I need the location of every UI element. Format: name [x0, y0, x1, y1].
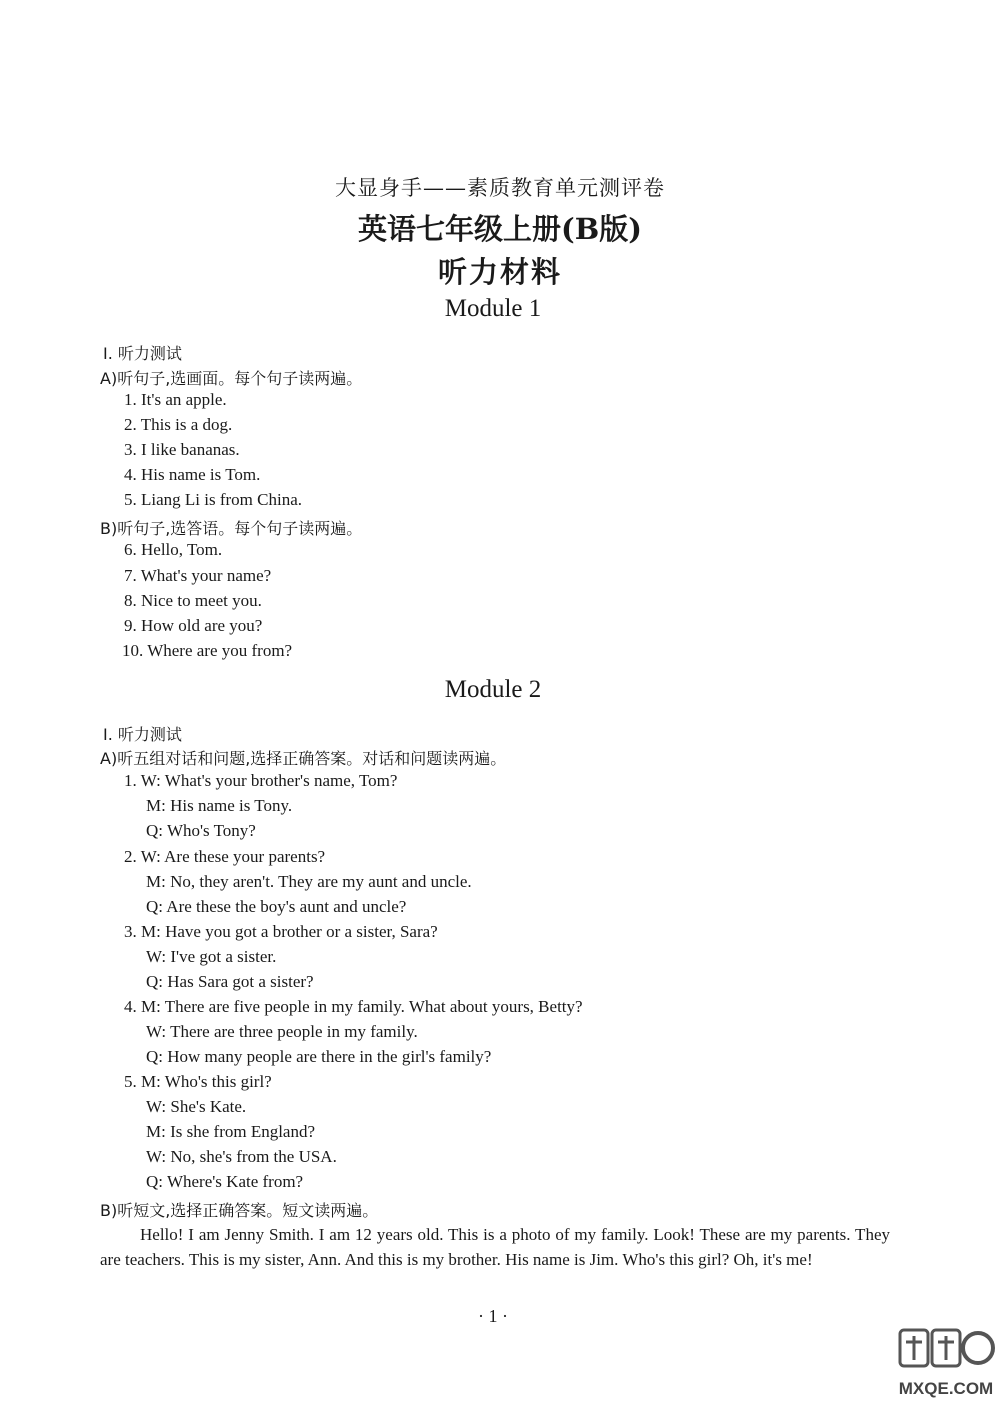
list-item: 9. How old are you?: [124, 616, 263, 635]
list-item: 8. Nice to meet you.: [124, 591, 262, 610]
svg-text:MXQE.COM: MXQE.COM: [898, 1379, 994, 1398]
module-2-section: Ⅰ. 听力测试: [103, 725, 182, 744]
passage-paragraph: Hello! I am Jenny Smith. I am 12 years old. This is a photo of my family. Look! These are my parents. They are teachers. This is my sister, Ann. And this is my brother. His name is Jim. Who's this girl? Oh, it's me!: [100, 1225, 890, 1269]
module-1-section: Ⅰ. 听力测试: [103, 344, 182, 363]
module-1-title: Module 1: [444, 295, 542, 322]
dialogue-line: 1. W: What's your brother's name, Tom?: [124, 771, 398, 790]
list-item: 2. This is a dog.: [124, 415, 233, 434]
dialogue-line: Q: Are these the boy's aunt and uncle?: [146, 897, 407, 916]
list-item: 3. I like bananas.: [124, 440, 240, 459]
module-2-part-a: A)听五组对话和问题,选择正确答案。对话和问题读两遍。: [100, 749, 507, 768]
dialogue-line: W: No, she's from the USA.: [146, 1147, 337, 1166]
list-item: 4. His name is Tom.: [124, 465, 261, 484]
series-title: 大显身手——素质教育单元测评卷: [335, 176, 665, 200]
book-title: 英语七年级上册(B版): [358, 212, 642, 246]
list-item: 5. Liang Li is from China.: [124, 490, 303, 509]
dialogue-line: W: There are three people in my family.: [146, 1022, 418, 1041]
dialogue-line: 2. W: Are these your parents?: [124, 847, 326, 866]
page-number: · 1 ·: [478, 1306, 508, 1326]
dialogue-line: 4. M: There are five people in my family. What about yours, Betty?: [124, 997, 583, 1016]
dialogue-line: Q: Where's Kate from?: [146, 1172, 304, 1191]
list-item: 7. What's your name?: [124, 566, 272, 585]
list-item: 1. It's an apple.: [124, 390, 227, 409]
dialogue-line: W: She's Kate.: [146, 1097, 247, 1116]
dialogue-line: Q: How many people are there in the girl's family?: [146, 1047, 492, 1066]
list-item: 6. Hello, Tom.: [124, 540, 223, 559]
module-1-part-a: A)听句子,选画面。每个句子读两遍。: [100, 369, 363, 388]
dialogue-line: Q: Has Sara got a sister?: [146, 972, 314, 991]
watermark-logo: [896, 1322, 996, 1412]
dialogue-line: 5. M: Who's this girl?: [124, 1072, 272, 1091]
material-title: 听力材料: [437, 255, 562, 289]
dialogue-line: M: No, they aren't. They are my aunt and uncle.: [146, 872, 472, 891]
module-2-part-b: B)听短文,选择正确答案。短文读两遍。: [100, 1201, 379, 1220]
module-2-title: Module 2: [444, 676, 542, 703]
dialogue-line: Q: Who's Tony?: [146, 821, 256, 840]
dialogue-line: W: I've got a sister.: [146, 947, 277, 966]
module-1-part-b: B)听句子,选答语。每个句子读两遍。: [100, 519, 363, 538]
list-item: 10. Where are you from?: [122, 641, 293, 660]
dialogue-line: M: His name is Tony.: [146, 796, 293, 815]
dialogue-line: 3. M: Have you got a brother or a sister, Sara?: [124, 922, 438, 941]
dialogue-line: M: Is she from England?: [146, 1122, 316, 1141]
